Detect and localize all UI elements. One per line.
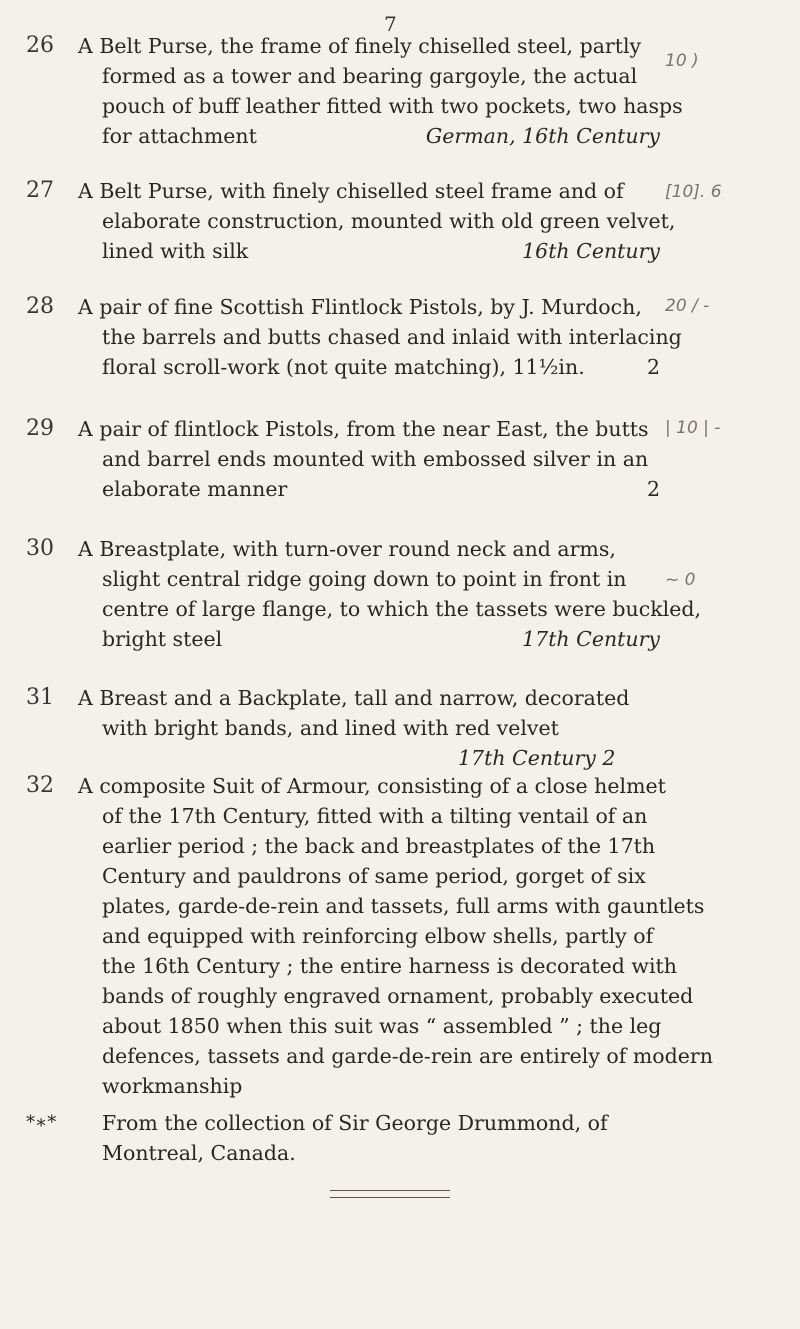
handwritten-price-note: 10 ) <box>665 51 699 71</box>
handwritten-price-note: ~ 0 <box>665 570 696 590</box>
lot-line: the barrels and butts chased and inlaid with interlacing <box>102 325 682 349</box>
lot-number: 30 <box>26 536 54 561</box>
lot-line: centre of large flange, to which the tassets were buckled, <box>102 597 701 621</box>
lot-line: bright steel <box>102 627 223 651</box>
lot-last-line <box>78 236 660 266</box>
lot-attribution: 17th Century <box>522 627 660 651</box>
lot-description <box>78 683 660 773</box>
lot-line: elaborate manner <box>102 477 288 501</box>
lot-line: lined with silk <box>102 239 249 263</box>
lot-number: 26 <box>26 33 54 58</box>
lot-line: A Breastplate, with turn-over round neck and arms, <box>78 537 616 561</box>
lot-last-line <box>78 474 660 504</box>
lot-line: and barrel ends mounted with embossed silver in an <box>102 447 649 471</box>
lot-line: bands of roughly engraved ornament, probably executed <box>102 984 694 1008</box>
lot-line: of the 17th Century, fitted with a tilting ventail of an <box>102 804 648 828</box>
lot-line: A Breast and a Backplate, tall and narrow, decorated <box>78 686 630 710</box>
lot-last-line <box>78 121 660 151</box>
lot-line: earlier period ; the back and breastplates of the 17th <box>102 834 656 858</box>
provenance-footnote <box>26 1108 678 1168</box>
lot-line: elaborate construction, mounted with old green velvet, <box>102 209 676 233</box>
lot-line: A Belt Purse, with finely chiselled steel frame and of <box>78 179 624 203</box>
lot-line: defences, tassets and garde-de-rein are entirely of modern <box>102 1044 713 1068</box>
lot-attribution: 17th Century 2 <box>458 746 616 770</box>
lot-line: with bright bands, and lined with red velvet <box>102 716 559 740</box>
lot-description <box>78 534 701 654</box>
lot-line: formed as a tower and bearing gargoyle, the actual <box>102 64 638 88</box>
lot-line: slight central ridge going down to point in front in <box>102 567 627 591</box>
lot-quantity: 2 <box>646 355 660 379</box>
lot-line: the 16th Century ; the entire harness is decorated with <box>102 954 677 978</box>
lot-line: A Belt Purse, the frame of finely chiselled steel, partly <box>78 34 642 58</box>
lot-line: and equipped with reinforcing elbow shells, partly of <box>102 924 654 948</box>
lot-last-line <box>78 624 660 654</box>
lot-line: A pair of flintlock Pistols, from the near East, the butts <box>78 417 649 441</box>
lot-line: pouch of buff leather fitted with two pockets, two hasps <box>102 94 683 118</box>
lot-line: about 1850 when this suit was “ assembled ” ; the leg <box>102 1014 662 1038</box>
lot-description <box>78 414 660 504</box>
lot-line: A composite Suit of Armour, consisting of a close helmet <box>78 774 666 798</box>
lot-line: A pair of fine Scottish Flintlock Pistols, by J. Murdoch, <box>78 295 642 319</box>
handwritten-price-note: [10]. 6 <box>665 182 722 202</box>
footnote-line: Montreal, Canada. <box>102 1141 296 1165</box>
handwritten-price-note: | 10 | - <box>665 418 721 438</box>
lot-description <box>78 292 682 382</box>
lot-line: Century and pauldrons of same period, gorget of six <box>102 864 646 888</box>
lot-quantity: 2 <box>646 477 660 501</box>
handwritten-price-note: 20 / - <box>665 296 710 316</box>
double-rule-divider <box>330 1190 450 1198</box>
lot-number: 31 <box>26 685 54 710</box>
lot-last-line <box>78 352 660 382</box>
lot-description <box>78 771 713 1101</box>
lot-attribution: German, 16th Century <box>425 124 660 148</box>
lot-number: 28 <box>26 294 54 319</box>
lot-number: 32 <box>26 773 54 798</box>
lot-line: for attachment <box>102 124 257 148</box>
lot-line: workmanship <box>102 1074 243 1098</box>
lot-number: 29 <box>26 416 54 441</box>
lot-description <box>78 176 676 266</box>
footnote-mark: *∗* <box>26 1112 57 1133</box>
lot-number: 27 <box>26 178 54 203</box>
lot-line: plates, garde-de-rein and tassets, full arms with gauntlets <box>102 894 705 918</box>
page-number: 7 <box>384 12 397 36</box>
lot-line: floral scroll-work (not quite matching), 11½in. <box>102 355 585 379</box>
lot-attribution: 16th Century <box>522 239 660 263</box>
footnote-line: From the collection of Sir George Drummond, of <box>102 1111 608 1135</box>
